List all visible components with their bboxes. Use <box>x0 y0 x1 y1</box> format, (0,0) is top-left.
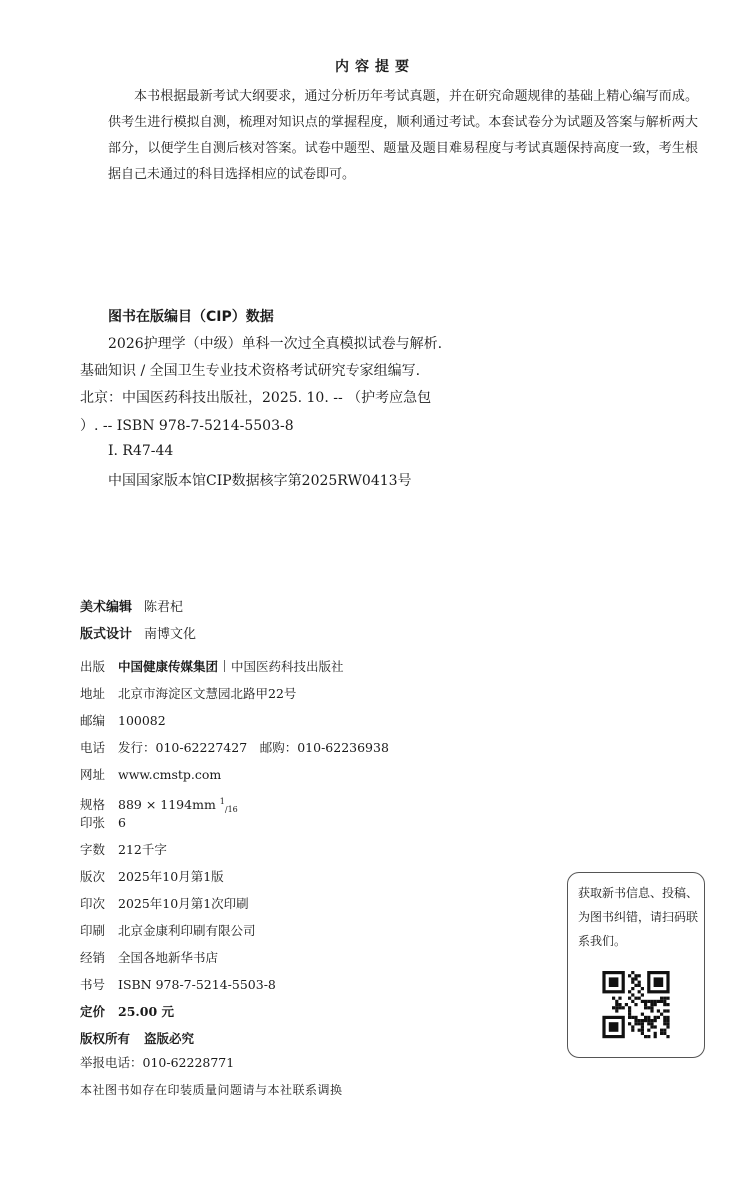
copyright-label: 版权所有 <box>80 1031 131 1046</box>
website-value: www.cmstp.com <box>118 767 222 782</box>
edition-value: 2025年10月第1版 <box>118 869 224 884</box>
cip-line-4: ）. -- ISBN 978-7-5214-5503-8 <box>80 418 294 434</box>
edition-row <box>80 867 224 887</box>
quality-notice: 本社图书如存在印装质量问题请与本社联系调换 <box>80 1083 343 1097</box>
printing-row <box>80 894 249 914</box>
isbn-value: ISBN 978-7-5214-5503-8 <box>118 977 276 992</box>
price-label: 定价 <box>80 1004 106 1019</box>
words-row <box>80 840 167 860</box>
postcode-label: 邮编 <box>80 713 106 728</box>
words-label: 字数 <box>80 842 106 857</box>
qr-contact-box <box>567 872 705 1058</box>
format-value: 889 × 1194mm <box>118 797 216 812</box>
website-row <box>80 765 221 785</box>
layout-design-value: 南博文化 <box>144 627 197 642</box>
isbn-label: 书号 <box>80 977 106 992</box>
summary-body: 本书根据最新考试大纲要求，通过分析历年考试真题，并在研究命题规律的基础上精心编写而成。供考生进行模拟自测，梳理对知识点的掌握程度，顺利通过考试。本套试卷分为试题及答案与解析两大部分，以便学生自测后核对答案。试卷中题型、题量及题目难易程度与考试真题保持高度一致，考生根据自己未通过的科目选择相应的试卷即可。 <box>108 89 698 182</box>
cip-core-number: 中国国家版本馆CIP数据核字第2025RW0413号 <box>108 473 412 489</box>
layout-design-row <box>80 623 196 642</box>
copyright-value: 盗版必究 <box>144 1031 195 1046</box>
cip-line-3: 北京：中国医药科技出版社，2025. 10. -- （护考应急包 <box>80 390 432 406</box>
art-editor-value: 陈君杞 <box>144 600 184 615</box>
address-row <box>80 684 296 704</box>
summary-title: 内容提要 <box>335 59 415 75</box>
phone-label: 电话 <box>80 740 106 755</box>
dealer-label: 经销 <box>80 950 106 965</box>
cip-line-2: 基础知识 / 全国卫生专业技术资格考试研究专家组编写. <box>80 363 421 379</box>
format-row: 规格 889 × 1194mm $^1_{/16}$ <box>80 797 238 814</box>
dealer-row <box>80 948 218 968</box>
postcode-value: 100082 <box>118 713 166 728</box>
report-phone: 举报电话：010-62228771 <box>80 1055 235 1070</box>
price-value: 25.00 元 <box>118 1004 174 1019</box>
printing-label: 印次 <box>80 896 106 911</box>
art-editor-row <box>80 596 183 615</box>
price-row <box>80 1002 174 1022</box>
website-label: 网址 <box>80 767 106 782</box>
notice-row <box>80 1080 343 1100</box>
phone-row <box>80 738 389 758</box>
layout-design-label: 版式设计 <box>80 627 133 642</box>
address-label: 地址 <box>80 686 106 701</box>
phone-value: 发行：010-62227427 邮购：010-62236938 <box>118 740 389 755</box>
isbn-row <box>80 975 276 995</box>
sheets-value: 6 <box>118 815 126 830</box>
report-row <box>80 1053 234 1073</box>
sheets-row <box>80 813 126 833</box>
cip-heading: 图书在版编目（CIP）数据 <box>108 309 274 325</box>
dealer-value: 全国各地新华书店 <box>118 950 219 965</box>
qr-code-icon[interactable] <box>602 965 670 1045</box>
publisher-row <box>80 657 344 677</box>
format-numerator: 1 <box>219 797 225 806</box>
publisher-divider <box>224 660 225 672</box>
format-denominator: 16 <box>227 805 238 814</box>
edition-label: 版次 <box>80 869 106 884</box>
postcode-row <box>80 711 166 731</box>
art-editor-label: 美术编辑 <box>80 600 133 615</box>
words-value: 212千字 <box>118 842 167 857</box>
sheets-label: 印张 <box>80 815 106 830</box>
publisher-name: 中国医药科技出版社 <box>231 659 344 674</box>
qr-contact-text: 获取新书信息、投稿、为图书纠错，请扫码联系我们。 <box>578 886 699 948</box>
publisher-label: 出版 <box>80 659 106 674</box>
address-value: 北京市海淀区文慧园北路甲22号 <box>118 686 297 701</box>
cip-line-1: 2026护理学（中级）单科一次过全真模拟试卷与解析. <box>108 336 443 352</box>
printer-row <box>80 921 256 941</box>
format-label: 规格 <box>80 797 106 812</box>
printer-value: 北京金康利印刷有限公司 <box>118 923 256 938</box>
cip-classification: Ⅰ. R47-44 <box>108 443 174 459</box>
copyright-row <box>80 1029 194 1049</box>
printer-label: 印刷 <box>80 923 106 938</box>
publisher-group: 中国健康传媒集团 <box>118 659 219 674</box>
printing-value: 2025年10月第1次印刷 <box>118 896 249 911</box>
